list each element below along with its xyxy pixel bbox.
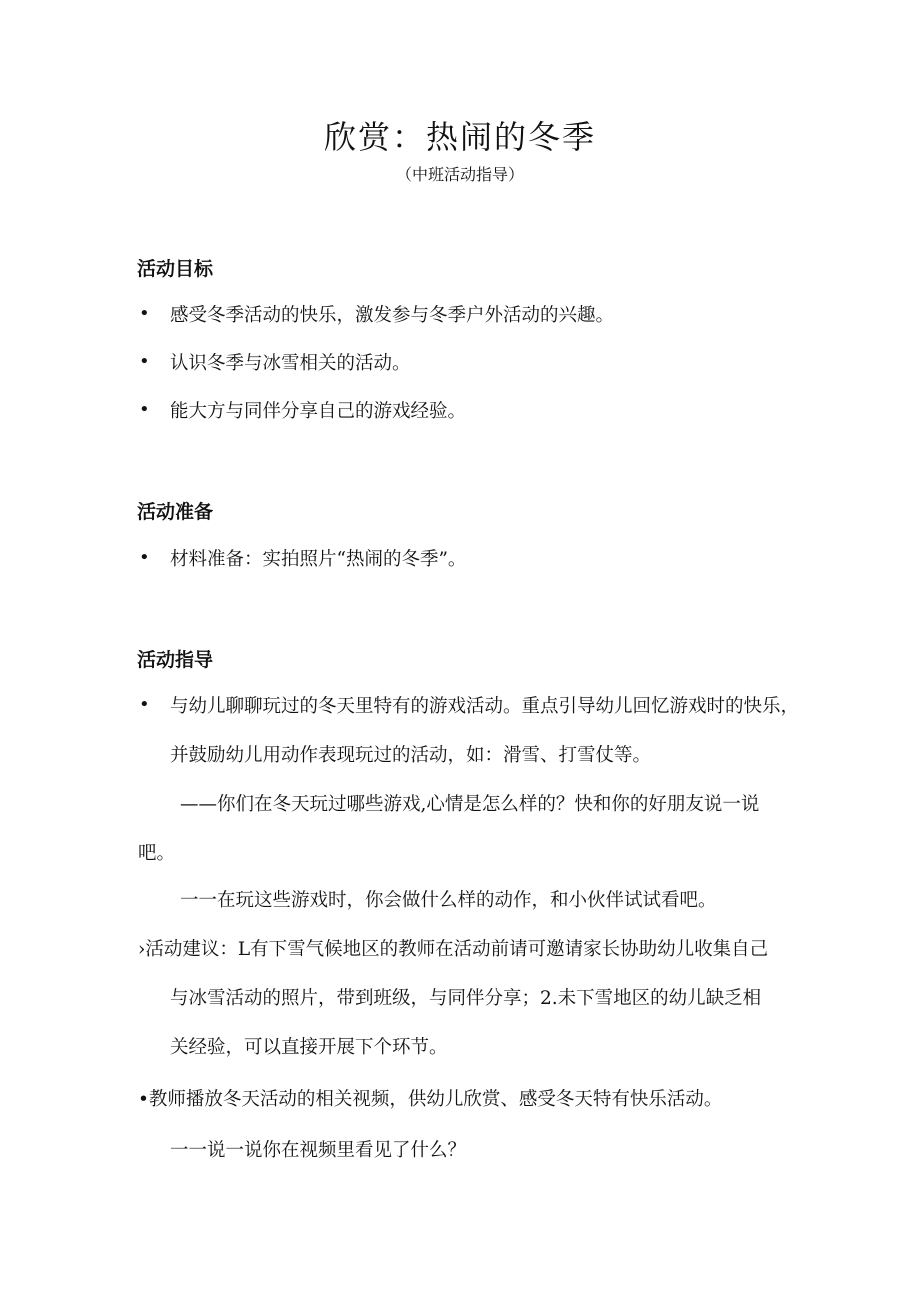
guidance-line: 与幼儿聊聊玩过的冬天里特有的游戏活动。重点引导幼儿回忆游戏时的快乐，: [170, 696, 800, 717]
guidance-heading: 活动指导: [137, 649, 214, 671]
goals-heading: 活动目标: [137, 258, 214, 280]
bullet-icon: •: [139, 303, 150, 324]
bullet-icon: •: [139, 351, 150, 372]
guidance-question: ——你们在冬天玩过哪些游戏,心情是怎么样的？快和你的好朋友说一说: [180, 794, 760, 815]
goal-item: 认识冬季与冰雪相关的活动。: [170, 353, 411, 374]
bullet-icon: •: [139, 694, 150, 715]
document-title: 欣赏：热闹的冬季: [323, 118, 596, 156]
goal-item: 能大方与同伴分享自己的游戏经验。: [170, 401, 467, 422]
activity-suggestion-cont: 关经验，可以直接开展下个环节。: [170, 1037, 448, 1058]
goal-item: 感受冬季活动的快乐，激发参与冬季户外活动的兴趣。: [170, 305, 615, 326]
guidance-question: 一一在玩这些游戏时，你会做什么样的动作，和小伙伴试试看吧。: [180, 890, 717, 911]
guidance-question: 一一说一说你在视频里看见了什么？: [170, 1140, 467, 1161]
guidance-line: 并鼓励幼儿用动作表现玩过的活动，如：滑雪、打雪仗等。: [170, 745, 652, 766]
guidance-question-cont: 吧。: [138, 843, 176, 864]
bullet-icon: •: [139, 399, 150, 420]
bullet-icon: •: [139, 547, 150, 568]
activity-suggestion: ›活动建议：L有下雪气候地区的教师在活动前请可邀请家长协助幼儿收集自己: [138, 939, 769, 960]
guidance-line: •教师播放冬天活动的相关视频，供幼儿欣赏、感受冬天特有快乐活动。: [138, 1089, 723, 1110]
preparation-item: 材料准备：实拍照片“热闹的冬季”。: [170, 549, 467, 570]
preparation-heading: 活动准备: [137, 501, 214, 523]
activity-suggestion-cont: 与冰雪活动的照片，带到班级，与同伴分享；2.未下雪地区的幼儿缺乏相: [170, 988, 762, 1009]
document-subtitle: （中班活动指导）: [395, 165, 524, 184]
